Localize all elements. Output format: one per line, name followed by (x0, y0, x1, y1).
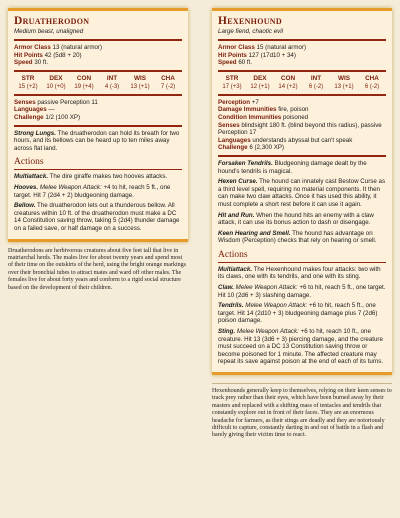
trait-hit-and-run: Hit and Run. When the hound hits an enemy with a claw attack, it can use its bonus action to dash or disengage. (218, 211, 374, 227)
ability-con: CON 14 (+2) (278, 74, 298, 90)
action-multiattack: Multiattack. The Hexenhound makes four attacks: two with its claws, one with its tendrils, and one with its sting. (218, 265, 381, 281)
ability-dex: DEX 12 (+1) (250, 74, 270, 90)
ability-scores (14, 75, 182, 91)
hexenhound-lore: Hexenhounds generally keep to themselves, relying on their keen senses to track prey rather than their eyes, which have been burned away by their masters and replaced with a shifting mass of tentacles and tendrils that constantly explore out in front of their faces. They are an enormous headache for farmers, as their stings are deadly and they are notoriously difficult to capture, constantly darting in and out of battle in a flash and barely giving their victim time to react. (212, 383, 392, 440)
senses-row: Senses blindsight 180 ft. (blind beyond this radius), passive Perception 17 (218, 121, 382, 137)
ability-cha: CHA 6 (-2) (364, 74, 380, 90)
ability-wis: WIS 13 (+1) (130, 74, 150, 90)
action-claw: Claw. Melee Weapon Attack: +6 to hit, reach 5 ft., one target. Hit 10 (2d6 + 3) slashing damage. (218, 284, 386, 299)
challenge-row: Challenge 1/2 (100 XP) (14, 113, 81, 121)
druatherodon-lore: Druatherodons are herbivorous creatures about five feet tall that live in matriarchal herds. The males live for about twenty years and spend most of their time on the outskirts of the herd, using the bright orange markings over their bronchial tubes to attract mates and ward off other males. The females live for about forty years and conform to a rigid social structure based on the development of their children. (8, 247, 186, 291)
ability-str: STR 15 (+2) (18, 74, 38, 90)
action-sting: Sting. Melee Weapon Attack: +6 to hit, reach 10 ft., one creature. Hit 13 (3d6 + 3) piercing damage, and the creature must succeed on a DC 13 Constitution saving throw or become poisoned for 1 minute. The affected creature may repeat its save against poison at the end of each of its turns. (218, 328, 384, 366)
action-multiattack: Multiattack. The dire giraffe makes two hooves attacks. (14, 173, 168, 181)
ability-wis: WIS 13 (+1) (334, 74, 354, 90)
hit-points-row: Hit Points 42 (5d8 + 20) (14, 51, 82, 59)
creature-name: Hexenhound (218, 15, 282, 27)
left-column (8, 8, 188, 292)
right-column (212, 8, 392, 440)
ability-int: INT 6 (-2) (308, 74, 324, 90)
divider (218, 39, 386, 41)
perception-row: Perception +7 (218, 98, 259, 106)
challenge-row: Challenge 6 (2,300 XP) (218, 144, 285, 152)
senses-row: Senses passive Perception 11 (14, 98, 98, 106)
creature-name: Druatherodon (14, 15, 90, 27)
ability-scores (218, 75, 386, 91)
divider (14, 125, 182, 127)
action-hooves: Hooves. Melee Weapon Attack: +4 to hit, reach 5 ft., one target. Hit 7 (2d4 + 2) bludgeoning damage. (14, 183, 171, 199)
ability-con: CON 19 (+4) (74, 74, 94, 90)
creature-meta: Large fiend, chaotic evil (218, 28, 284, 35)
divider (218, 94, 386, 96)
creature-meta: Medium beast, unaligned (14, 28, 84, 35)
hexenhound-stat-block (212, 8, 392, 375)
languages-row: Languages — (14, 106, 55, 114)
action-tendrils: Tendrils. Melee Weapon Attack: +6 to hit, reach 5 ft., one target. Hit 14 (2d10 + 3) bludgeoning damage plus 7 (2d6) poison damage. (218, 302, 378, 325)
armor-class-row: Armor Class 13 (natural armor) (14, 44, 103, 51)
armor-class-row: Armor Class 15 (natural armor) (218, 44, 307, 51)
divider (14, 39, 182, 41)
speed-row: Speed 60 ft. (218, 59, 253, 67)
divider (218, 70, 386, 72)
divider (218, 155, 386, 157)
condition-immunities-row: Condition Immunities poisoned (218, 113, 309, 121)
druatherodon-stat-block (8, 8, 188, 242)
ability-dex: DEX 10 (+0) (46, 74, 66, 90)
damage-immunities-row: Damage Immunities fire, poison (218, 106, 309, 114)
trait-forsaken-tendrils: Forsaken Tendrils. Bludgeoning damage dealt by the hound's tendrils is magical. (218, 159, 367, 175)
languages-row: Languages understands abyssal but can't speak (218, 136, 353, 144)
divider (14, 94, 182, 96)
trait-keen-hearing: Keen Hearing and Smell. The hound has advantage on Wisdom (Perception) checks that rely on hearing or smell. (218, 229, 377, 245)
speed-row: Speed 30 ft. (14, 59, 49, 67)
hit-points-row: Hit Points 127 (17d10 + 34) (218, 51, 296, 59)
trait-strong-lungs: Strong Lungs. The druatherodon can hold its breath for two hours, and its bellows can be heard up to ten miles away across flat land. (14, 129, 180, 152)
ability-str: STR 17 (+3) (222, 74, 242, 90)
actions-heading: Actions (218, 250, 386, 263)
actions-heading: Actions (14, 157, 182, 170)
divider (14, 70, 182, 72)
action-bellow: Bellow. The druatherodon lets out a thunderous bellow. All creatures within 10 ft. of the druatherodon must make a DC 14 Constitution saving throw, taking 5 (2d4) thunder damage on a failed save, or half damage on a success. (14, 202, 180, 232)
ability-int: INT 4 (-3) (104, 74, 120, 90)
trait-hexen-curse: Hexen Curse. The hound can innately cast Bestow Curse as a third level spell, requiring no material components. It then can make two claw attacks. Once it has used this ability, it must complete a short rest before it can use it again. (218, 178, 386, 208)
ability-cha: CHA 7 (-2) (160, 74, 176, 90)
